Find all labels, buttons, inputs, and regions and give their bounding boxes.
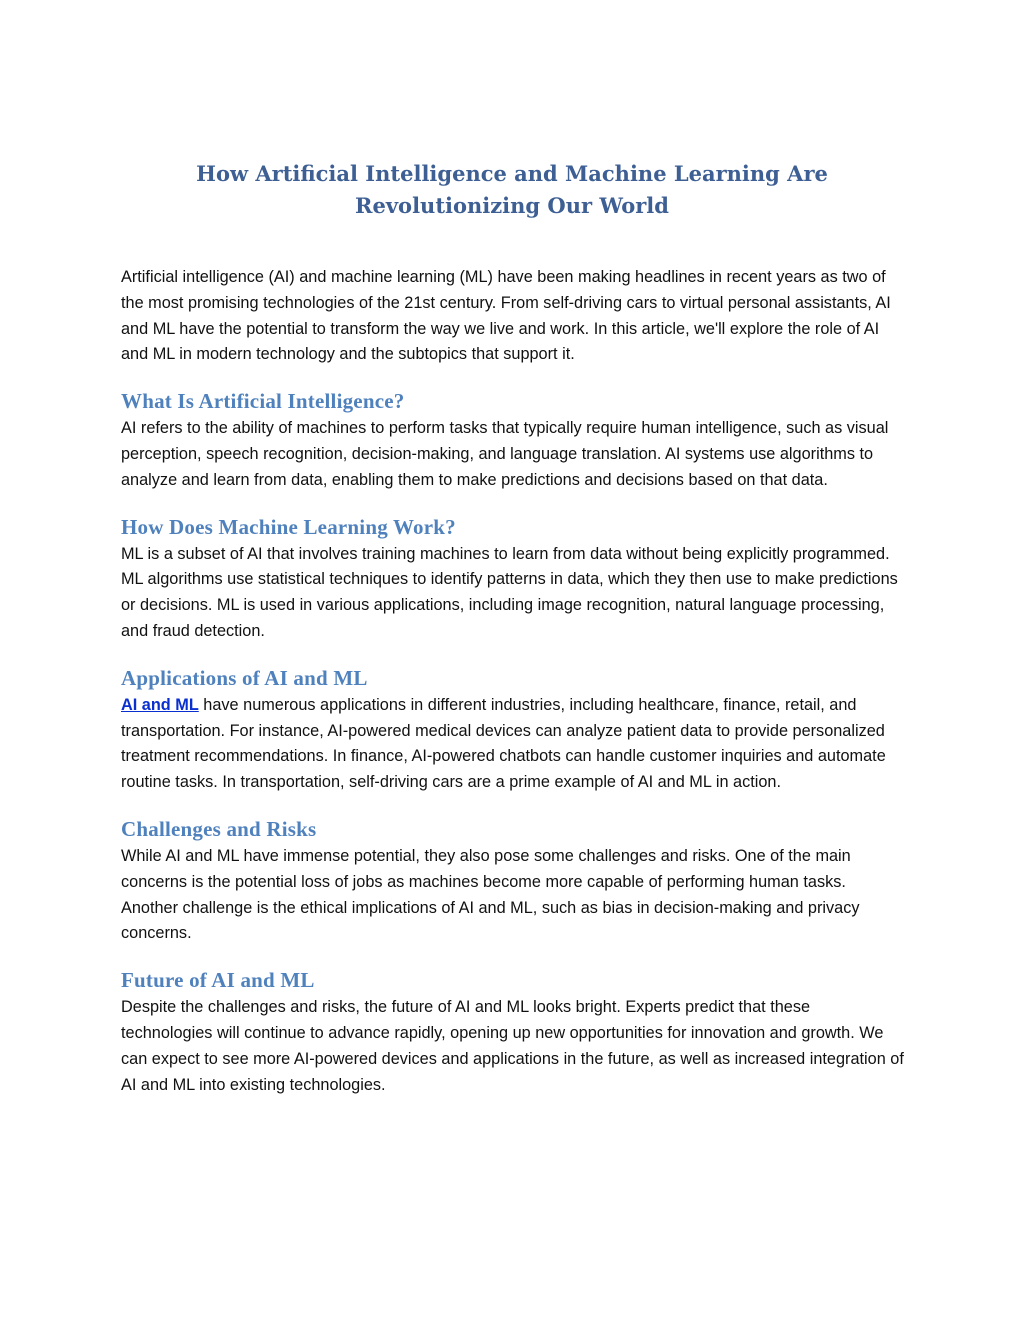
section-what-is-ai [121, 386, 905, 493]
section-heading: Challenges and Risks [121, 816, 317, 841]
section-heading: Applications of AI and ML [121, 665, 368, 690]
section-paragraph [121, 693, 905, 796]
section-paragraph: Despite the challenges and risks, the future of AI and ML looks bright. Experts predict that these technologies will continue to advance rapidly, opening up new opportunities for innovation and growth. We can expect to see more AI-powered devices and applications in the future, as well as increased integration of AI and ML into existing technologies. [121, 998, 904, 1094]
section-heading: What Is Artificial Intelligence? [121, 389, 405, 414]
intro-paragraph: Artificial intelligence (AI) and machine learning (ML) have been making headlines in recent years as two of the most promising technologies of the 21st century. From self-driving cars to virtual personal assistants, AI and ML have the potential to transform the way we live and work. In this article, we'll explore the role of AI and ML in modern technology and the subtopics that support it. [121, 268, 891, 364]
section-heading: Future of AI and ML [121, 968, 315, 993]
section-paragraph: While AI and ML have immense potential, they also pose some challenges and risks. One of the main concerns is the potential loss of jobs as machines become more capable of performing human tasks. Another challenge is the ethical implications of AI and ML, such as bias in decision-making and privacy concerns. [121, 846, 860, 943]
section-paragraph: ML is a subset of AI that involves training machines to learn from data without being explicitly programmed. ML algorithms use statistical techniques to identify patterns in data, which they then use to make predictions or decisions. ML is used in various applications, including image recognition, natural language processing, and fraud detection. [121, 544, 898, 640]
section-paragraph-text: have numerous applications in different industries, including healthcare, finance, retail, and transportation. For instance, AI-powered medical devices can analyze patient data to provide personalized treatment recommendations. In finance, AI-powered chatbots can handle customer inquiries and automate routine tasks. In transportation, self-driving cars are a prime example of AI and ML in action. [121, 695, 886, 792]
section-challenges [121, 814, 905, 947]
page-title: How Artificial Intelligence and Machine Learning Are Revolutionizing Our World [196, 161, 828, 218]
section-paragraph: AI refers to the ability of machines to perform tasks that typically require human intelligence, such as visual perception, speech recognition, decision-making, and language translation. AI systems use algorithms to analyze and learn from data, enabling them to make predictions and decisions based on that data. [121, 419, 889, 489]
article-body [121, 265, 905, 1098]
section-applications [121, 663, 905, 796]
ai-and-ml-link[interactable]: AI and ML [121, 695, 199, 714]
section-future [121, 965, 905, 1098]
section-how-ml-works [121, 512, 905, 645]
section-heading: How Does Machine Learning Work? [121, 514, 456, 539]
